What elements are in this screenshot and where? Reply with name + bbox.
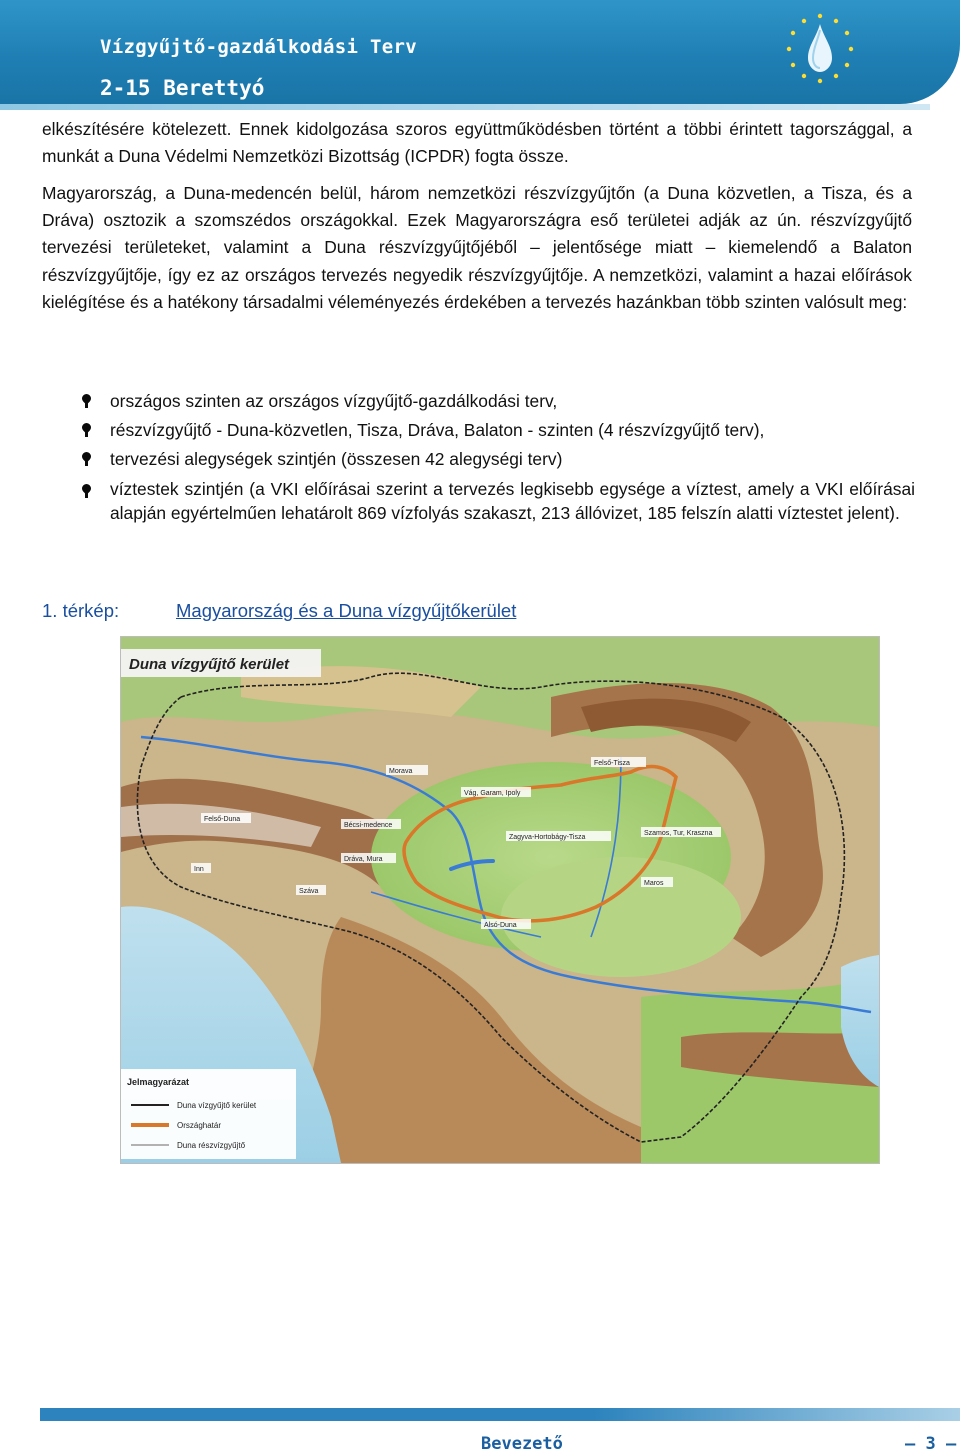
- bullet-icon: [80, 394, 94, 408]
- paragraph-intro: elkészítésére kötelezett. Ennek kidolgozása szoros együttműködésben történt a többi érintett tagországgal, a munkát a Duna Védelmi Nemzetközi Bizottság (ICPDR) fogta össze.: [42, 119, 912, 167]
- region-label: Alsó-Duna: [484, 922, 517, 929]
- region-label: Vág, Garam, Ipoly: [464, 790, 521, 797]
- document-subtitle: 2-15 Berettyó: [100, 76, 265, 100]
- region-label: Felső-Tisza: [594, 760, 630, 767]
- legend-label: Duna vízgyűjtő kerület: [177, 1101, 257, 1110]
- map-image: [121, 637, 879, 1163]
- footer-section: Bevezető: [481, 1434, 563, 1454]
- list-item-text: országos szinten az országos vízgyűjtő-gazdálkodási terv,: [110, 391, 558, 411]
- list-item: [80, 445, 915, 474]
- bullet-icon: [80, 452, 94, 466]
- map-caption-number: 1. térkép:: [42, 600, 120, 621]
- region-label: Zagyva-Hortobágy-Tisza: [509, 834, 586, 841]
- footer-rule: [40, 1408, 960, 1421]
- eu-water-drop-icon: [780, 8, 860, 88]
- region-label: Inn: [194, 866, 204, 873]
- legend-label: Országhatár: [177, 1121, 222, 1130]
- legend-label: Duna részvízgyűjtő: [177, 1141, 246, 1150]
- list-item-text: tervezési alegységek szintjén (összesen 42 alegységi terv): [110, 449, 563, 469]
- danube-basin-map: [120, 636, 880, 1164]
- list-item: [80, 416, 915, 445]
- region-label: Bécsi-medence: [344, 822, 393, 829]
- region-label: Száva: [299, 888, 319, 895]
- legend-title: Jelmagyarázat: [127, 1077, 190, 1087]
- map-caption-title: Magyarország és a Duna vízgyűjtőkerület: [176, 600, 517, 621]
- document-title: Vízgyűjtő-gazdálkodási Terv: [100, 36, 417, 58]
- map-title: Duna vízgyűjtő kerület: [129, 656, 290, 673]
- page-number: – 3 –: [905, 1434, 957, 1454]
- region-label: Dráva, Mura: [344, 856, 383, 863]
- map-legend: [121, 1069, 296, 1159]
- list-item-text: részvízgyűjtő - Duna-közvetlen, Tisza, Dráva, Balaton - szinten (4 részvízgyűjtő terv),: [110, 420, 765, 440]
- bullet-icon: [80, 423, 94, 437]
- region-label: Morava: [389, 768, 413, 775]
- region-label: Maros: [644, 880, 664, 887]
- list-item-text: víztestek szintjén (a VKI előírásai szerint a tervezés legkisebb egysége a víztest, amely a VKI előírásai alapján egyértelműen lehatárolt 869 vízfolyás szakaszt, 213 állóvizet, 185 felszín alatti víztestet jelent).: [110, 479, 915, 523]
- planning-levels-list: [80, 387, 915, 525]
- list-item: [80, 477, 915, 525]
- paragraph-main: Magyarország, a Duna-medencén belül, három nemzetközi részvízgyűjtőn (a Duna közvetlen, a Tisza, és a Dráva) osztozik a szomszédos országokkal. Ezek Magyarországra eső területei adják az ún. részvízgyűjtő tervezési területeket, valamint a Duna részvízgyűjtőjéből – jelentősége miatt – kiemelendő a Balaton részvízgyűjtője, így ez az országos tervezés negyedik részvízgyűjtője. A nemzetközi, valamint a hazai előírások kielégítése és a hatékony társadalmi véleményezés érdekében a tervezés hazánkban több szinten valósult meg:: [42, 183, 912, 312]
- region-label: Szamos, Tur, Kraszna: [644, 830, 713, 837]
- bullet-icon: [80, 484, 94, 498]
- list-item: [80, 387, 915, 416]
- page-header: [0, 0, 960, 110]
- region-label: Felső-Duna: [204, 816, 241, 823]
